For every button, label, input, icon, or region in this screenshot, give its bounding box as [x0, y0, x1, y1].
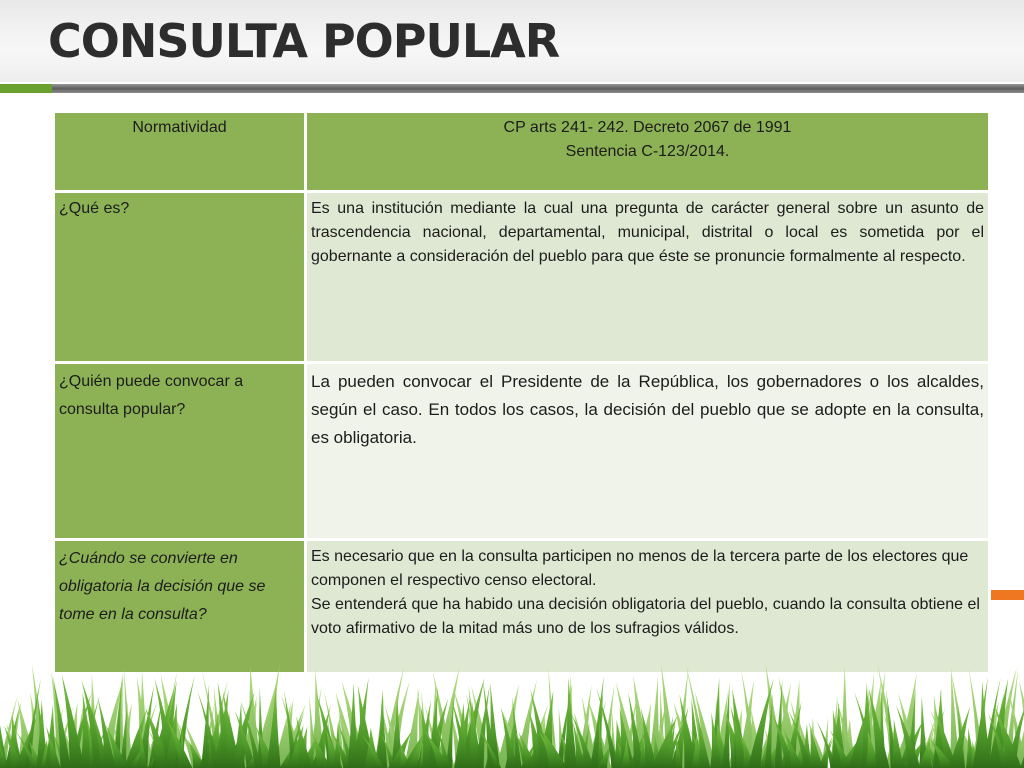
header-label: Normatividad: [132, 119, 227, 136]
header-value-line2: Sentencia C-123/2014.: [565, 143, 730, 160]
info-table: [52, 110, 991, 675]
row-value-paragraph-2: Se entenderá que ha habido una decisión obligatoria del pueblo, cuando la consulta obtiene el voto afirmativo de la mitad más uno de los sufragios válidos.: [311, 596, 980, 637]
row-value-paragraph-1: Es necesario que en la consulta participen no menos de la tercera parte de los electores que componen el respectivo censo electoral.: [311, 548, 969, 589]
row-label: ¿Qué es?: [59, 200, 130, 217]
row-value-cell: [306, 363, 990, 540]
row-value: Es una institución mediante la cual una pregunta de carácter general sobre un asunto de trascendencia nacional, departamental, municipal, distrital o local es sometida por el gobernante a consideración del pueblo para que éste se pronuncie formalmente al respecto.: [311, 200, 984, 265]
grass-decoration: [0, 640, 1024, 768]
row-label: ¿Quién puede convocar a consulta popular?: [59, 373, 244, 418]
title-rule: [52, 84, 1024, 93]
header-value-cell: [306, 112, 990, 192]
table-row: [54, 363, 990, 540]
row-value: La pueden convocar el Presidente de la República, los gobernadores o los alcaldes, según el caso. En todos los casos, la decisión del pueblo que se adopte en la consulta, es obligatoria.: [311, 372, 984, 447]
row-value-cell: [306, 192, 990, 363]
row-label: ¿Cuándo se convierte en obligatoria la decisión que se tome en la consulta?: [59, 550, 266, 623]
slide-title: CONSULTA POPULAR: [48, 14, 560, 68]
table-row: [54, 192, 990, 363]
row-label-cell: [54, 363, 306, 540]
header-value-line1: CP arts 241- 242. Decreto 2067 de 1991: [503, 119, 792, 136]
title-rule-accent: [0, 84, 52, 93]
table-header-row: [54, 112, 990, 192]
row-label-cell: [54, 192, 306, 363]
header-label-cell: [54, 112, 306, 192]
orange-accent-tab: [990, 590, 1024, 600]
